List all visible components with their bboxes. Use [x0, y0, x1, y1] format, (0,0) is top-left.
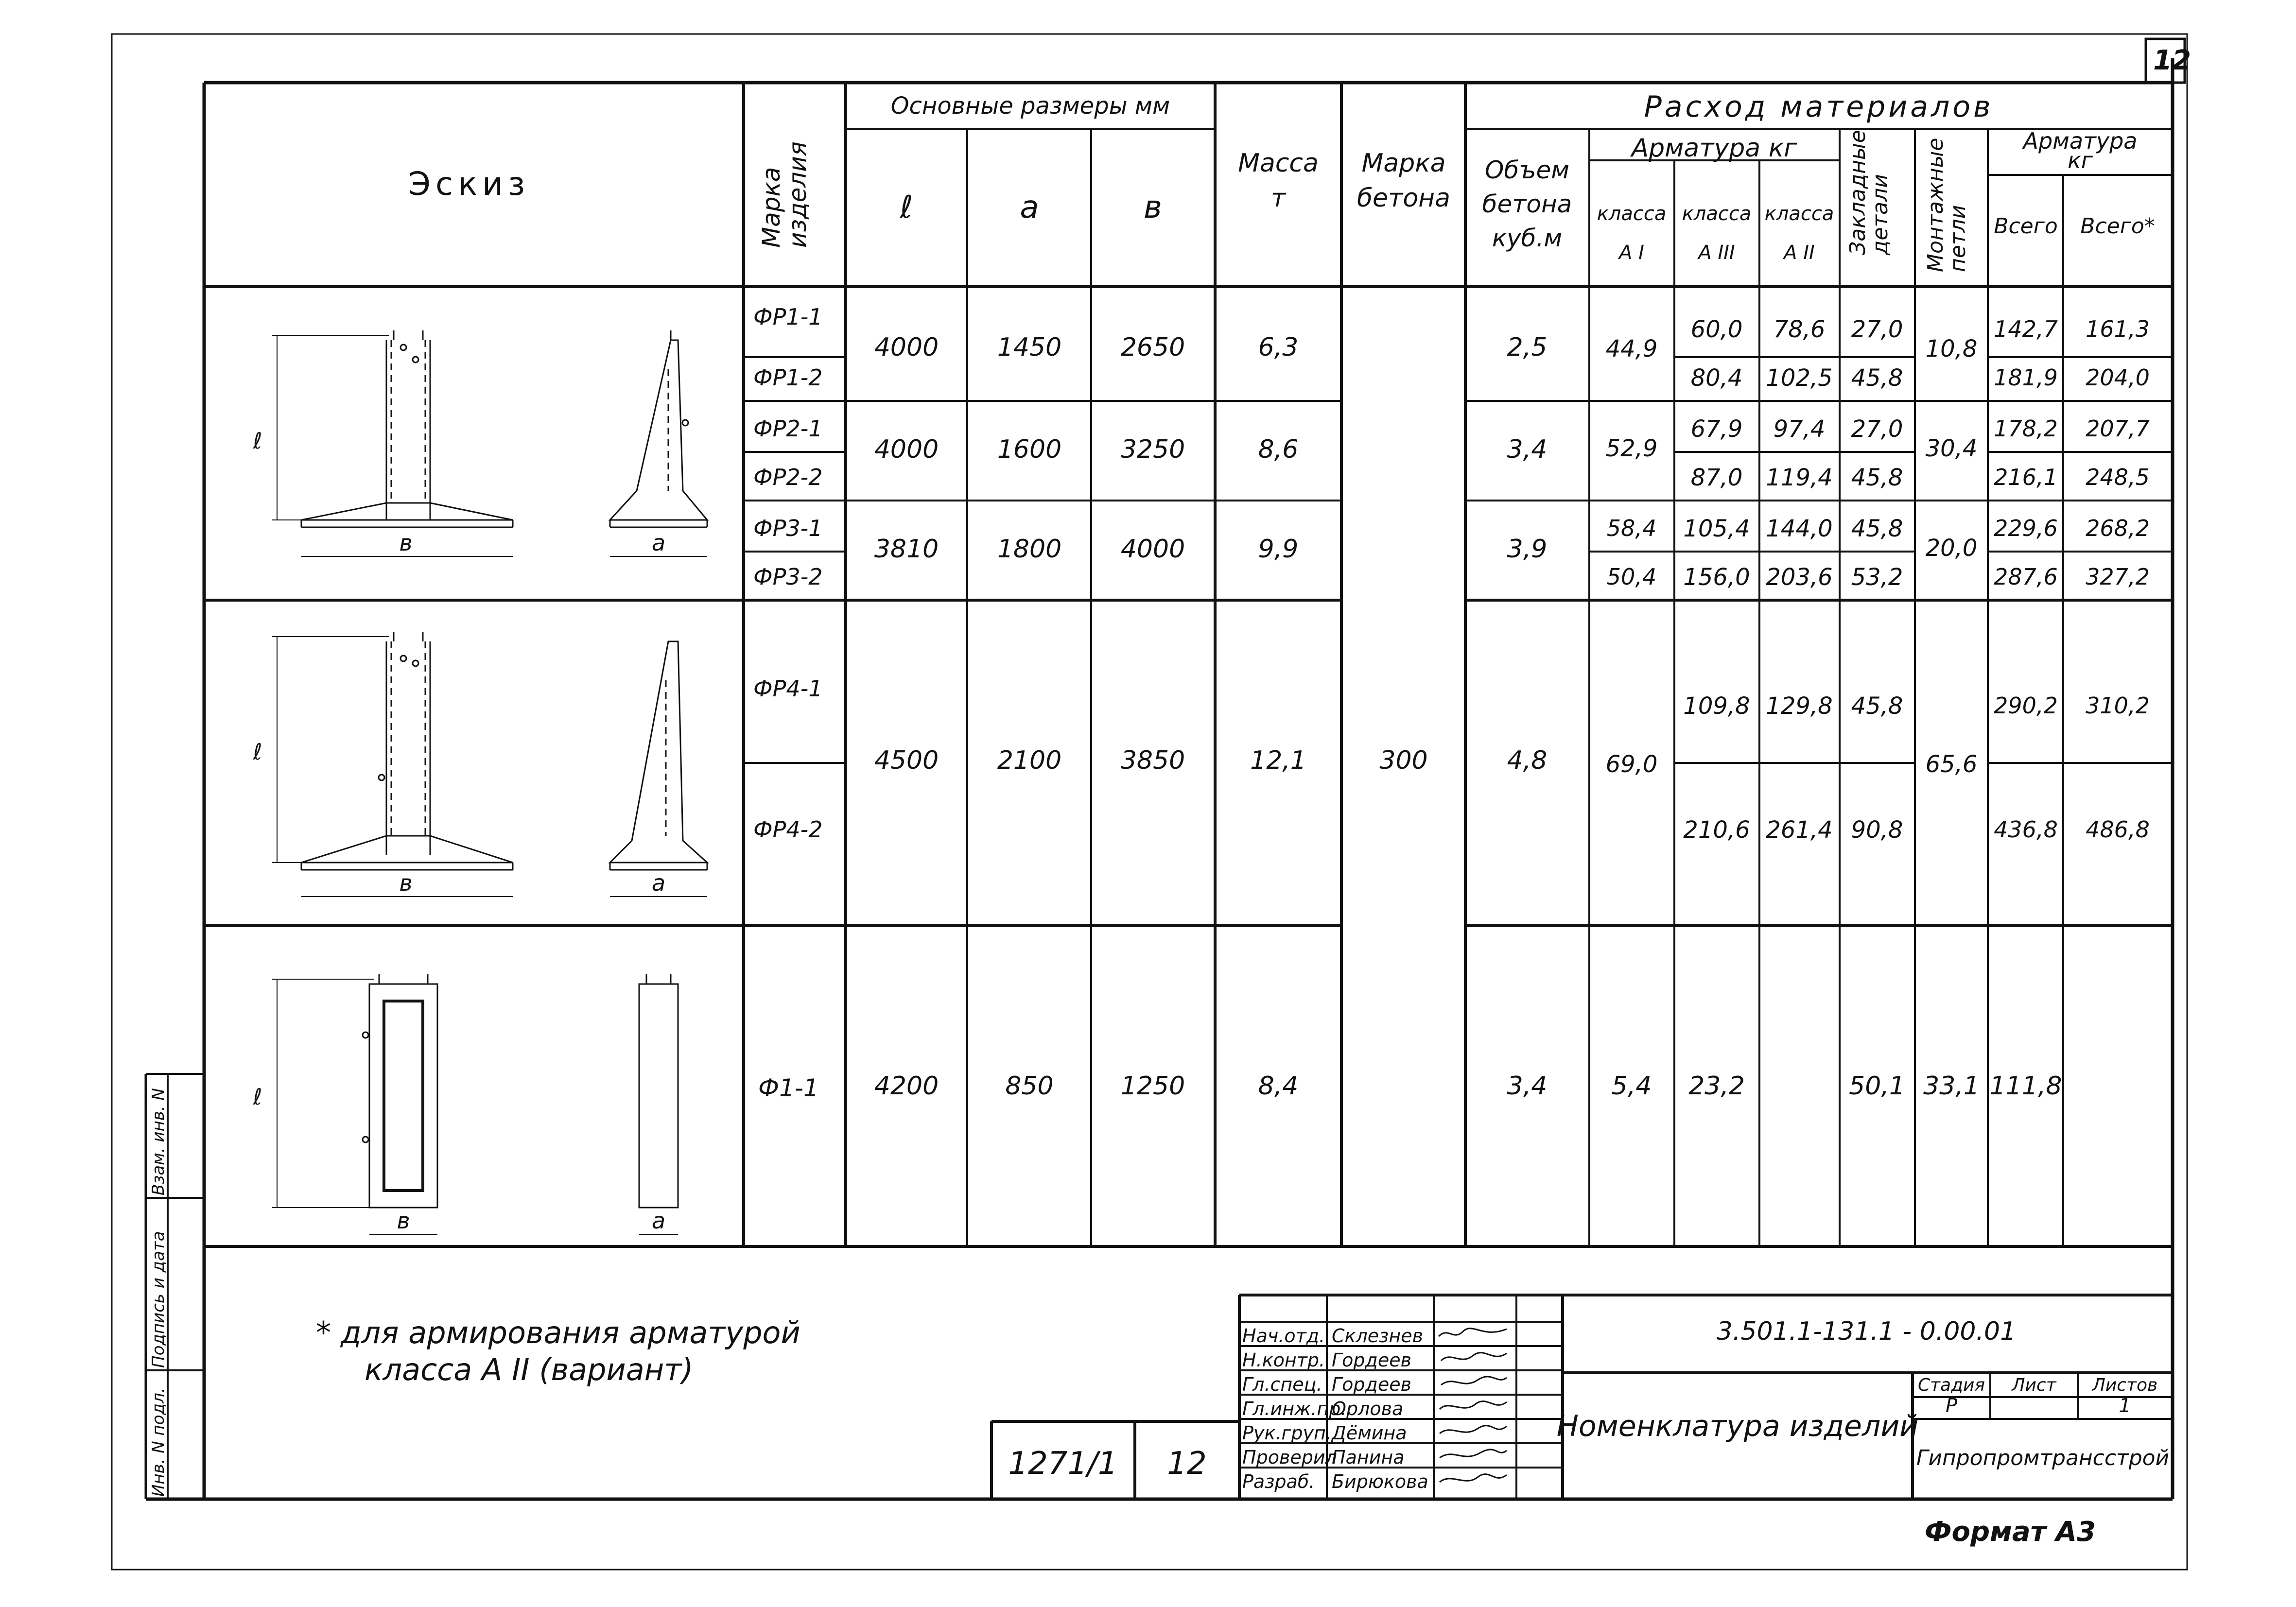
cell-mass: 12,1: [1250, 746, 1306, 775]
header-volume: Объем бетона куб.м: [1482, 156, 1572, 252]
cell-embedded: 90,8: [1851, 816, 1903, 844]
cell-volume: 4,8: [1507, 746, 1548, 775]
cell-mass: 8,4: [1258, 1071, 1299, 1101]
side-strip-inv-no: Инв. N подл.: [149, 1387, 168, 1497]
cell-embedded: 45,8: [1851, 515, 1903, 542]
cell-loops: 10,8: [1925, 335, 1978, 363]
table-row-mark: ФР3-2: [753, 564, 823, 590]
table-row-mark: ФР4-1: [753, 675, 823, 702]
cell-a2: 119,4: [1766, 464, 1833, 491]
cell-b: 1250: [1120, 1071, 1185, 1101]
header-total-star: Всего*: [2080, 214, 2155, 239]
cell-total-star: 207,7: [2086, 415, 2150, 442]
cell-a1: 58,4: [1606, 515, 1657, 541]
sketch-group-1: [272, 330, 707, 556]
cell-a1: 69,0: [1605, 751, 1658, 778]
footnote: * для армирования арматурой класса А II (вариант): [316, 1315, 800, 1387]
cell-a2: 97,4: [1773, 415, 1826, 443]
archive-sheet-number: 12: [1167, 1446, 1207, 1482]
cell-a3: 80,4: [1690, 364, 1743, 392]
sheets-value: 1: [2119, 1395, 2131, 1417]
sketch1-a-label: а: [651, 530, 666, 556]
cell-l: 4200: [874, 1071, 939, 1101]
header-mark: Марка изделия: [757, 141, 812, 248]
sketch-group-2: [272, 632, 707, 897]
table-row-mark: ФР2-1: [753, 415, 823, 442]
cell-a3: 87,0: [1690, 464, 1743, 491]
cell-a: 1600: [997, 435, 1062, 464]
header-class-a1: класса А I: [1597, 203, 1667, 264]
document-title: Номенклатура изделий: [1556, 1409, 1919, 1443]
cell-l: 4500: [874, 746, 939, 775]
side-strip-signature: Подпись и дата: [149, 1231, 168, 1368]
cell-loops: 33,1: [1923, 1071, 1980, 1101]
cell-total: 181,9: [1994, 364, 2058, 391]
header-concrete-grade: Марка бетона: [1357, 149, 1451, 213]
cell-a2: 261,4: [1766, 816, 1833, 844]
cell-a: 850: [1005, 1071, 1054, 1101]
cell-a3: 156,0: [1683, 564, 1750, 591]
side-strip-replace-inv: Взам. инв. N: [149, 1088, 168, 1195]
cell-a3: 60,0: [1690, 316, 1743, 343]
cell-a3: 109,8: [1683, 692, 1750, 720]
cell-total-star: 310,2: [2086, 692, 2150, 719]
sketch2-a-label: а: [651, 870, 666, 896]
sheet-corner-number: 12: [2153, 45, 2191, 76]
cell-a2: 144,0: [1766, 515, 1833, 542]
cell-b: 3250: [1120, 435, 1185, 464]
sketch1-b-label: в: [399, 530, 413, 556]
organization: Гипропромтрансстрой: [1916, 1446, 2170, 1470]
cell-total: 287,6: [1994, 564, 2058, 590]
cell-a: 2100: [997, 746, 1062, 775]
archive-number: 1271/1: [1008, 1446, 1118, 1482]
header-mass: Масса т: [1238, 149, 1319, 213]
cell-total: 216,1: [1994, 464, 2058, 490]
sheets-header: Листов: [2092, 1375, 2158, 1395]
cell-total-star: 268,2: [2086, 515, 2150, 541]
header-main-dims: Основные размеры мм: [890, 92, 1170, 120]
header-rebar-total: Арматура кг: [2023, 128, 2138, 173]
stage-header: Стадия: [1917, 1375, 1985, 1395]
stamp-roles: Нач.отд. Н.контр. Гл.спец. Гл.инж.пр. Рук.груп. Проверил Разраб.: [1242, 1325, 1347, 1492]
cell-a3: 105,4: [1683, 515, 1750, 542]
cell-volume: 3,4: [1507, 1071, 1548, 1101]
sketch3-a-label: а: [651, 1208, 666, 1234]
cell-a2: 102,5: [1766, 364, 1833, 392]
cell-total: 436,8: [1994, 816, 2058, 843]
sketch1-l-label: ℓ: [253, 428, 262, 454]
cell-a1: 50,4: [1606, 564, 1657, 590]
cell-total-star: 161,3: [2086, 316, 2150, 342]
sketch-group-3: [272, 974, 678, 1234]
table-row-mark: ФР4-2: [753, 816, 823, 843]
cell-total: 178,2: [1994, 415, 2058, 442]
cell-a1: 52,9: [1605, 435, 1658, 462]
cell-volume: 2,5: [1507, 333, 1548, 362]
header-dim-b: в: [1144, 190, 1162, 225]
cell-b: 2650: [1120, 333, 1185, 362]
stamp-names: Склезнев Гордеев Гордеев Орлова Дёмина Панина Бирюкова: [1332, 1325, 1428, 1492]
header-class-a3: класса А III: [1682, 203, 1752, 264]
cell-l: 3810: [874, 535, 939, 564]
cell-l: 4000: [874, 333, 939, 362]
stamp-signatures: [1434, 1322, 1516, 1497]
cell-total: 229,6: [1994, 515, 2058, 541]
cell-a: 1800: [997, 535, 1062, 564]
sketch2-b-label: в: [399, 870, 413, 896]
cell-a1: 44,9: [1605, 335, 1658, 363]
table-row-mark: Ф1-1: [758, 1074, 819, 1102]
header-class-a2: класса А II: [1764, 203, 1834, 264]
cell-volume: 3,9: [1507, 535, 1548, 564]
cell-embedded: 45,8: [1851, 464, 1903, 491]
cell-loops: 30,4: [1925, 435, 1978, 462]
sketch3-l-label: ℓ: [253, 1084, 262, 1110]
stage-value: Р: [1945, 1395, 1958, 1417]
cell-total: 111,8: [1989, 1071, 2062, 1101]
cell-mass: 8,6: [1258, 435, 1299, 464]
table-row-mark: ФР1-2: [753, 364, 823, 391]
cell-a1: 5,4: [1611, 1071, 1652, 1101]
header-materials: Расход материалов: [1644, 90, 1994, 124]
cell-embedded: 45,8: [1851, 364, 1903, 392]
sketch3-b-label: в: [397, 1208, 410, 1234]
cell-a3: 210,6: [1683, 816, 1750, 844]
cell-a3: 67,9: [1690, 415, 1743, 443]
cell-mass: 6,3: [1258, 333, 1299, 362]
cell-loops: 20,0: [1925, 535, 1978, 562]
cell-b: 3850: [1120, 746, 1185, 775]
cell-a2: 78,6: [1773, 316, 1826, 343]
header-embedded: Закладные детали: [1845, 130, 1893, 255]
header-sketch: Эскиз: [408, 165, 530, 203]
cell-embedded: 53,2: [1851, 564, 1903, 591]
cell-embedded: 27,0: [1851, 316, 1903, 343]
header-rebar-kg: Арматура кг: [1631, 134, 1797, 163]
header-dim-l: ℓ: [900, 190, 913, 225]
cell-total: 290,2: [1994, 692, 2058, 719]
format-label: Формат А3: [1925, 1516, 2096, 1548]
table-row-mark: ФР1-1: [753, 304, 823, 330]
cell-total-star: 248,5: [2086, 464, 2150, 490]
cell-embedded: 50,1: [1849, 1071, 1905, 1101]
cell-embedded: 27,0: [1851, 415, 1903, 443]
cell-a3: 23,2: [1688, 1071, 1745, 1101]
cell-total-star: 486,8: [2086, 816, 2150, 843]
cell-total-star: 204,0: [2086, 364, 2150, 391]
cell-total-star: 327,2: [2086, 564, 2150, 590]
sheet-header: Лист: [2012, 1375, 2056, 1395]
cell-mass: 9,9: [1258, 535, 1299, 564]
sketch2-l-label: ℓ: [253, 739, 262, 765]
header-total: Всего: [1994, 214, 2058, 239]
cell-loops: 65,6: [1925, 751, 1978, 778]
cell-b: 4000: [1120, 535, 1185, 564]
table-row-mark: ФР3-1: [753, 515, 823, 541]
cell-l: 4000: [874, 435, 939, 464]
cell-embedded: 45,8: [1851, 692, 1903, 720]
header-loops: Монтажные петли: [1923, 138, 1970, 272]
cell-a2: 203,6: [1766, 564, 1833, 591]
cell-volume: 3,4: [1507, 435, 1548, 464]
cell-a: 1450: [997, 333, 1062, 362]
table-row-mark: ФР2-2: [753, 464, 823, 490]
document-code: 3.501.1-131.1 - 0.00.01: [1716, 1317, 2017, 1346]
header-dim-a: а: [1020, 190, 1039, 225]
cell-concrete-grade: 300: [1379, 746, 1428, 775]
cell-a2: 129,8: [1766, 692, 1833, 720]
cell-total: 142,7: [1994, 316, 2058, 342]
